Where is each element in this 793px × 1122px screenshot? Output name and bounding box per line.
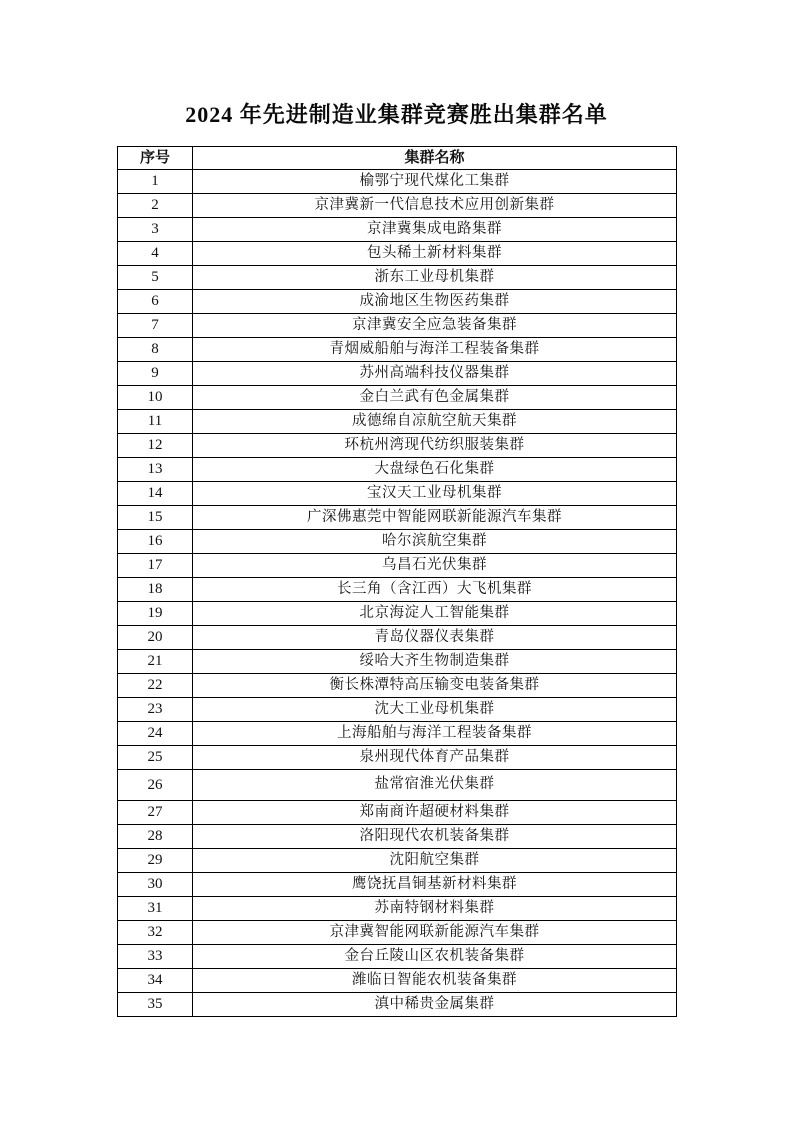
cluster-name: 长三角（含江西）大飞机集群 [193,578,677,602]
table-row [118,602,677,626]
row-number: 18 [118,578,193,602]
row-number: 2 [118,194,193,218]
cluster-name: 苏州高端科技仪器集群 [193,362,677,386]
cluster-name: 金白兰武有色金属集群 [193,386,677,410]
row-number: 11 [118,410,193,434]
row-number: 20 [118,626,193,650]
row-number: 31 [118,897,193,921]
table-row [118,849,677,873]
cluster-name: 京津冀智能网联新能源汽车集群 [193,921,677,945]
header-cell-name: 集群名称 [193,147,677,170]
cluster-name: 乌昌石光伏集群 [193,554,677,578]
table-row [118,722,677,746]
cluster-name: 衡长株潭特高压输变电装备集群 [193,674,677,698]
cluster-name: 青岛仪器仪表集群 [193,626,677,650]
cluster-name: 广深佛惠莞中智能网联新能源汽车集群 [193,506,677,530]
table-row [118,554,677,578]
cluster-name: 京津冀集成电路集群 [193,218,677,242]
page-title: 2024 年先进制造业集群竞赛胜出集群名单 [185,102,608,127]
row-number: 7 [118,314,193,338]
cluster-name: 泉州现代体育产品集群 [193,746,677,770]
cluster-name: 洛阳现代农机装备集群 [193,825,677,849]
table-row [118,873,677,897]
table-row [118,362,677,386]
table-row [118,770,677,801]
table-row [118,650,677,674]
header-cell-no: 序号 [118,147,193,170]
cluster-name: 包头稀土新材料集群 [193,242,677,266]
row-number: 9 [118,362,193,386]
cluster-name: 大盘绿色石化集群 [193,458,677,482]
row-number: 1 [118,170,193,194]
cluster-name: 苏南特钢材料集群 [193,897,677,921]
row-number: 29 [118,849,193,873]
row-number: 6 [118,290,193,314]
table-row [118,482,677,506]
table-row [118,434,677,458]
table-header [118,147,677,170]
table-row [118,993,677,1017]
table-row [118,290,677,314]
cluster-name: 哈尔滨航空集群 [193,530,677,554]
row-number: 23 [118,698,193,722]
cluster-name: 北京海淀人工智能集群 [193,602,677,626]
row-number: 35 [118,993,193,1017]
row-number: 8 [118,338,193,362]
row-number: 21 [118,650,193,674]
table-row [118,194,677,218]
table-row [118,801,677,825]
cluster-name: 浙东工业母机集群 [193,266,677,290]
table-row [118,386,677,410]
table-row [118,969,677,993]
cluster-name: 金台丘陵山区农机装备集群 [193,945,677,969]
row-number: 33 [118,945,193,969]
row-number: 27 [118,801,193,825]
cluster-name: 潍临日智能农机装备集群 [193,969,677,993]
row-number: 10 [118,386,193,410]
row-number: 12 [118,434,193,458]
table-row [118,698,677,722]
cluster-name: 盐常宿淮光伏集群 [193,770,677,801]
row-number: 16 [118,530,193,554]
cluster-name: 沈大工业母机集群 [193,698,677,722]
cluster-name: 宝汉天工业母机集群 [193,482,677,506]
cluster-name: 郑南商许超硬材料集群 [193,801,677,825]
row-number: 5 [118,266,193,290]
row-number: 19 [118,602,193,626]
table-row [118,578,677,602]
cluster-name: 成渝地区生物医药集群 [193,290,677,314]
table-row [118,314,677,338]
table-row [118,921,677,945]
table-row [118,338,677,362]
table-row [118,410,677,434]
table-row [118,218,677,242]
table-row [118,266,677,290]
cluster-name: 鹰饶抚昌铜基新材料集群 [193,873,677,897]
table-row [118,945,677,969]
row-number: 28 [118,825,193,849]
row-number: 14 [118,482,193,506]
row-number: 32 [118,921,193,945]
table-row [118,825,677,849]
table-row [118,506,677,530]
cluster-name: 上海船舶与海洋工程装备集群 [193,722,677,746]
cluster-name: 榆鄂宁现代煤化工集群 [193,170,677,194]
row-number: 30 [118,873,193,897]
row-number: 26 [118,770,193,801]
table-body [118,170,677,1017]
cluster-name: 沈阳航空集群 [193,849,677,873]
table-row [118,674,677,698]
row-number: 3 [118,218,193,242]
table-row [118,458,677,482]
table-row [118,530,677,554]
cluster-name: 京津冀安全应急装备集群 [193,314,677,338]
row-number: 17 [118,554,193,578]
cluster-name: 京津冀新一代信息技术应用创新集群 [193,194,677,218]
row-number: 4 [118,242,193,266]
cluster-name: 环杭州湾现代纺织服装集群 [193,434,677,458]
table-row [118,746,677,770]
table-row [118,626,677,650]
cluster-name: 绥哈大齐生物制造集群 [193,650,677,674]
row-number: 34 [118,969,193,993]
row-number: 22 [118,674,193,698]
row-number: 25 [118,746,193,770]
cluster-name: 滇中稀贵金属集群 [193,993,677,1017]
cluster-name: 青烟威船舶与海洋工程装备集群 [193,338,677,362]
table-row [118,170,677,194]
table-row [118,897,677,921]
row-number: 13 [118,458,193,482]
row-number: 15 [118,506,193,530]
header-row [118,147,677,170]
cluster-table [117,146,677,1017]
cluster-name: 成德绵自凉航空航天集群 [193,410,677,434]
table-row [118,242,677,266]
row-number: 24 [118,722,193,746]
